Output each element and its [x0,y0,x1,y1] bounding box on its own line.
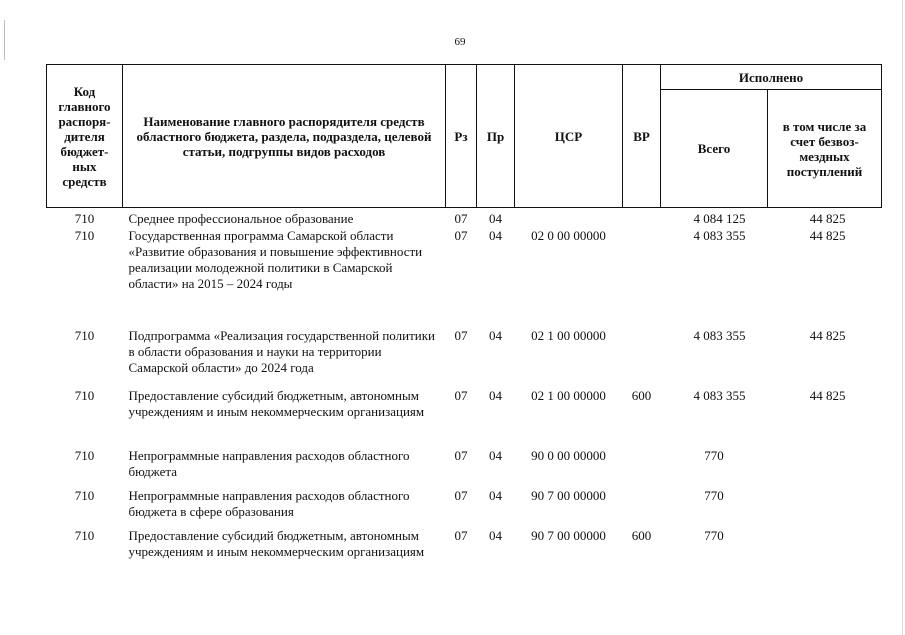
header-executed: Исполнено [661,65,882,90]
cell-rz: 07 [454,487,468,503]
scan-edge-mark [902,0,903,635]
cell-total: 4 083 355 [693,327,746,343]
cell-pr: 04 [489,327,502,343]
table-row [47,228,882,328]
cell-gratis [768,528,882,582]
cell-code: 710 [74,387,95,403]
cell-rz: 07 [454,527,468,543]
cell-code: 710 [74,447,95,463]
cell-gratis [768,488,882,528]
table-row [47,488,882,528]
cell-vr [623,448,661,488]
cell-vr: 600 [631,527,652,543]
cell-code: 710 [74,211,95,226]
cell-csr [515,208,623,228]
cell-vr: 600 [631,387,652,403]
cell-code: 710 [74,527,95,543]
cell-vr [623,488,661,528]
cell-code: 710 [74,487,95,503]
cell-pr: 04 [489,527,502,543]
cell-total: 770 [704,487,724,503]
cell-gratis: 44 825 [809,211,846,226]
cell-name: Государственная программа Самарской области «Развитие образования и повышение эффективности реализации молодежной политики в Самарской области» на 2015 – 2024 годы [128,227,423,291]
cell-code: 710 [74,327,95,343]
cell-gratis: 44 825 [809,387,846,403]
cell-csr: 02 1 00 00000 [531,327,606,343]
cell-total: 770 [704,527,724,543]
cell-csr: 90 7 00 00000 [531,527,606,543]
cell-name: Среднее профессиональное образование [128,211,354,226]
header-pr: Пр [477,65,515,208]
cell-rz: 07 [454,327,468,343]
cell-rz: 07 [454,447,468,463]
cell-total: 4 084 125 [693,211,746,226]
cell-pr: 04 [489,447,502,463]
cell-csr: 02 0 00 00000 [531,227,606,243]
cell-total: 770 [704,447,724,463]
header-name: Наименование главного распорядителя средств областного бюджета, раздела, подраздела, целевой статьи, подгруппы видов расходов [123,65,446,208]
header-gratis: в том числе за счет безвоз-мездных поступлений [768,90,882,208]
cell-name: Подпрограмма «Реализация государственной политики в области образования и науки на территории Самарской области» до 2024 года [128,327,435,375]
table-row [47,388,882,448]
cell-csr: 02 1 00 00000 [531,387,606,403]
cell-pr: 04 [489,227,502,243]
cell-vr [623,328,661,388]
page-number: 69 [454,36,466,48]
header-vr: ВР [623,65,661,208]
cell-gratis: 44 825 [809,327,846,343]
header-code: Код главного распоря-дителя бюджет-ных средств [47,65,123,208]
cell-name: Непрограммные направления расходов областного бюджета в сфере образования [128,487,410,519]
table-row [47,448,882,488]
cell-total: 4 083 355 [693,387,746,403]
header-rz: Рз [446,65,477,208]
header-csr: ЦСР [515,65,623,208]
cell-name: Предоставление субсидий бюджетным, автономным учреждениям и иным некоммерческим организациям [128,527,425,559]
scan-edge-mark [4,20,5,60]
budget-table [46,64,882,582]
cell-rz: 07 [454,387,468,403]
cell-code: 710 [74,227,95,243]
cell-gratis [768,448,882,488]
cell-name: Предоставление субсидий бюджетным, автономным учреждениям и иным некоммерческим организациям [128,387,425,419]
cell-rz: 07 [454,227,468,243]
cell-rz: 07 [454,211,468,226]
cell-pr: 04 [489,211,502,226]
cell-csr: 90 0 00 00000 [531,447,606,463]
table-row [47,528,882,582]
cell-vr [623,228,661,328]
cell-vr [623,208,661,228]
table-row [47,328,882,388]
cell-pr: 04 [489,487,502,503]
cell-csr: 90 7 00 00000 [531,487,606,503]
table-row [47,208,882,228]
cell-gratis: 44 825 [809,227,846,243]
cell-pr: 04 [489,387,502,403]
cell-name: Непрограммные направления расходов областного бюджета [128,447,410,479]
cell-total: 4 083 355 [693,227,746,243]
header-total: Всего [661,90,768,208]
